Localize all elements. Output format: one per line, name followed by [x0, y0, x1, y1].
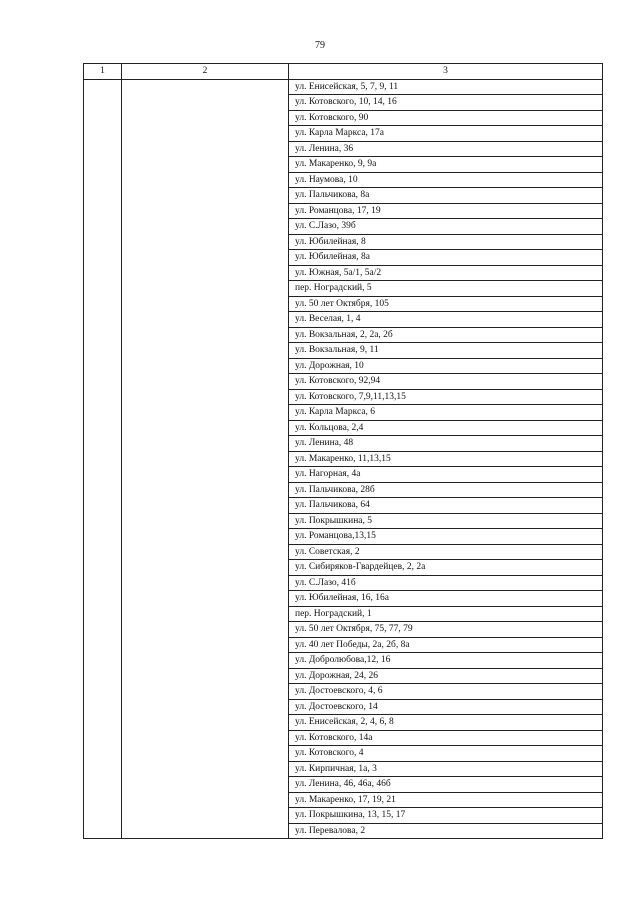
- table-row: [84, 79, 603, 95]
- column-header-1: 1: [84, 64, 122, 80]
- address-cell: ул. Пальчикова, 28б: [289, 482, 603, 498]
- address-cell: ул. Котовского, 92,94: [289, 374, 603, 390]
- address-cell: ул. Котовского, 90: [289, 110, 603, 126]
- address-cell: ул. Дорожная, 10: [289, 358, 603, 374]
- address-cell: ул. Пальчикова, 8а: [289, 188, 603, 204]
- table-body: [84, 79, 603, 839]
- table-header-row: [84, 64, 603, 80]
- column-1-cell: [84, 79, 122, 839]
- address-cell: ул. Достоевского, 14: [289, 699, 603, 715]
- address-cell: ул. Покрышкина, 5: [289, 513, 603, 529]
- address-cell: ул. Макаренко, 9, 9а: [289, 157, 603, 173]
- address-cell: ул. 40 лет Победы, 2а, 2б, 8а: [289, 637, 603, 653]
- address-cell: ул. Макаренко, 17, 19, 21: [289, 792, 603, 808]
- address-cell: ул. Ленина, 46, 46а, 46б: [289, 777, 603, 793]
- address-cell: ул. Юбилейная, 8а: [289, 250, 603, 266]
- address-cell: ул. С.Лазо, 39б: [289, 219, 603, 235]
- address-cell: ул. Котовского, 10, 14, 16: [289, 95, 603, 111]
- address-cell: ул. Котовского, 4: [289, 746, 603, 762]
- address-cell: ул. Покрышкина, 13, 15, 17: [289, 808, 603, 824]
- address-cell: ул. Вокзальная, 2, 2а, 2б: [289, 327, 603, 343]
- address-cell: ул. Енисейская, 2, 4, 6, 8: [289, 715, 603, 731]
- address-cell: ул. Перевалова, 2: [289, 823, 603, 839]
- address-cell: ул. С.Лазо, 41б: [289, 575, 603, 591]
- address-cell: ул. Юбилейная, 8: [289, 234, 603, 250]
- address-cell: ул. Добролюбова,12, 16: [289, 653, 603, 669]
- address-cell: ул. Романцова,13,15: [289, 529, 603, 545]
- address-cell: ул. Ленина, 36: [289, 141, 603, 157]
- address-cell: ул. Котовского, 7,9,11,13,15: [289, 389, 603, 405]
- address-cell: ул. Наумова, 10: [289, 172, 603, 188]
- address-cell: ул. Достоевского, 4, 6: [289, 684, 603, 700]
- column-2-cell: [122, 79, 289, 839]
- address-cell: ул. Карла Маркса, 17а: [289, 126, 603, 142]
- address-cell: ул. Макаренко, 11,13,15: [289, 451, 603, 467]
- address-cell: ул. Нагорная, 4а: [289, 467, 603, 483]
- address-cell: ул. Вокзальная, 9, 11: [289, 343, 603, 359]
- address-cell: пер. Ноградский, 5: [289, 281, 603, 297]
- address-cell: ул. Советская, 2: [289, 544, 603, 560]
- address-cell: ул. Веселая, 1, 4: [289, 312, 603, 328]
- address-cell: ул. Кольцова, 2,4: [289, 420, 603, 436]
- column-header-2: 2: [122, 64, 289, 80]
- address-cell: ул. Южная, 5а/1, 5а/2: [289, 265, 603, 281]
- address-cell: ул. Сибиряков-Гвардейцев, 2, 2а: [289, 560, 603, 576]
- address-cell: ул. Юбилейная, 16, 16а: [289, 591, 603, 607]
- page-number: 79: [315, 40, 325, 51]
- address-cell: ул. Дорожная, 24, 26: [289, 668, 603, 684]
- address-cell: ул. Пальчикова, 64: [289, 498, 603, 514]
- column-header-3: 3: [289, 64, 603, 80]
- address-cell: ул. Кирпичная, 1а, 3: [289, 761, 603, 777]
- address-cell: ул. Ленина, 48: [289, 436, 603, 452]
- address-cell: ул. Котовского, 14а: [289, 730, 603, 746]
- address-table: [83, 63, 603, 839]
- address-cell: ул. Романцова, 17, 19: [289, 203, 603, 219]
- address-cell: ул. 50 лет Октября, 75, 77, 79: [289, 622, 603, 638]
- address-cell: пер. Ноградский, 1: [289, 606, 603, 622]
- address-cell: ул. Карла Маркса, 6: [289, 405, 603, 421]
- address-cell: ул. Енисейская, 5, 7, 9, 11: [289, 79, 603, 95]
- address-cell: ул. 50 лет Октября, 105: [289, 296, 603, 312]
